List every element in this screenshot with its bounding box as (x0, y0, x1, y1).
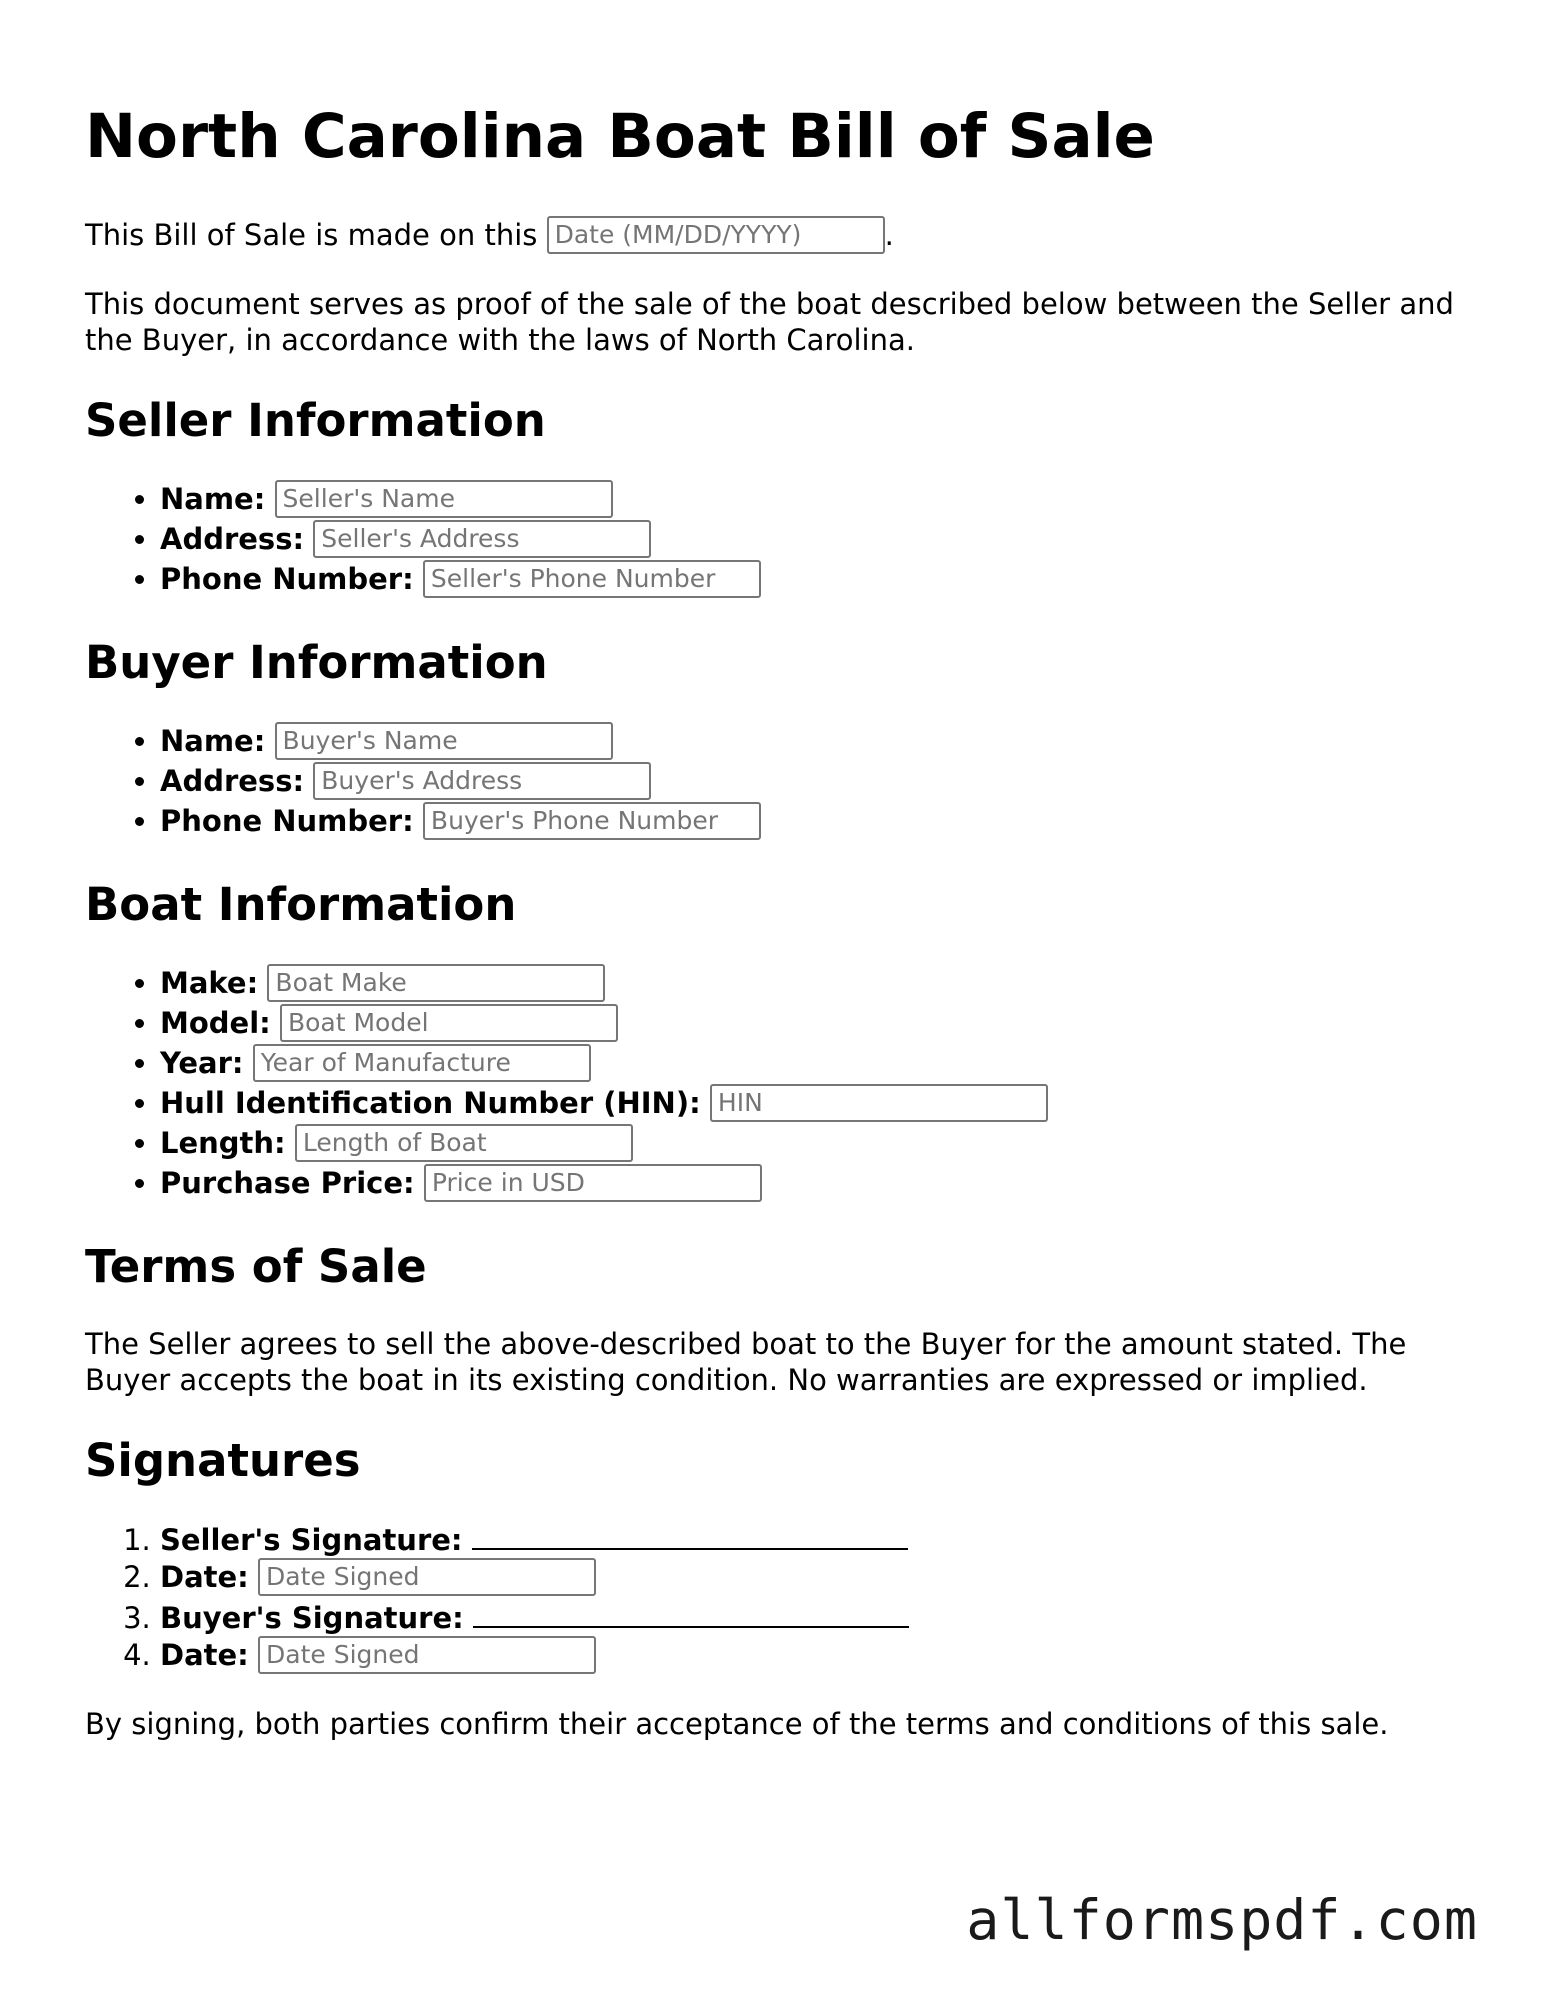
seller-date-input[interactable]: Date Signed (258, 1558, 596, 1596)
buyer-name-input[interactable]: Buyer's Name (275, 722, 613, 760)
signatures-list (85, 1520, 1465, 1676)
seller-heading: Seller Information (85, 394, 546, 448)
seller-signature-label: Seller's Signature: (160, 1523, 463, 1558)
list-item (160, 560, 1465, 600)
seller-date-label: Date: (160, 1560, 249, 1595)
list-item (160, 1124, 1465, 1164)
boat-hin-input[interactable]: HIN (710, 1084, 1048, 1122)
list-item (160, 520, 1465, 560)
buyer-address-input[interactable]: Buyer's Address (313, 762, 651, 800)
list-item (160, 1637, 1465, 1676)
boat-price-input[interactable]: Price in USD (424, 1164, 762, 1202)
page-title: North Carolina Boat Bill of Sale (85, 101, 1155, 172)
boat-make-label: Make: (160, 966, 259, 1001)
watermark: allformspdf.com (966, 1888, 1478, 1952)
list-item (160, 1520, 1465, 1559)
buyer-list (85, 722, 1465, 842)
buyer-date-input[interactable]: Date Signed (258, 1636, 596, 1674)
boat-hin-label: Hull Identification Number (HIN): (160, 1086, 701, 1121)
buyer-date-label: Date: (160, 1638, 249, 1673)
list-item (160, 722, 1465, 762)
intro-date-line (85, 217, 1465, 256)
boat-length-label: Length: (160, 1126, 286, 1161)
buyer-heading: Buyer Information (85, 636, 548, 690)
list-item (160, 1598, 1465, 1637)
boat-model-label: Model: (160, 1006, 271, 1041)
seller-name-label: Name: (160, 482, 266, 517)
closing-statement: By signing, both parties confirm their acceptance of the terms and conditions of this sale. (85, 1707, 1389, 1742)
list-item (160, 1559, 1465, 1598)
list-item (160, 1004, 1465, 1044)
boat-heading: Boat Information (85, 878, 517, 932)
list-item (160, 1044, 1465, 1084)
document-page (85, 100, 1465, 1772)
seller-phone-label: Phone Number: (160, 562, 414, 597)
sale-date-input[interactable]: Date (MM/DD/YYYY) (547, 216, 885, 254)
buyer-phone-label: Phone Number: (160, 804, 414, 839)
seller-phone-input[interactable]: Seller's Phone Number (423, 560, 761, 598)
signatures-heading: Signatures (85, 1434, 361, 1488)
intro-date-prefix: This Bill of Sale is made on this (85, 218, 538, 253)
boat-year-input[interactable]: Year of Manufacture (253, 1044, 591, 1082)
boat-make-input[interactable]: Boat Make (267, 964, 605, 1002)
seller-address-label: Address: (160, 522, 305, 557)
list-item (160, 762, 1465, 802)
buyer-signature-line[interactable] (473, 1598, 909, 1628)
seller-name-input[interactable]: Seller's Name (275, 480, 613, 518)
seller-signature-line[interactable] (472, 1520, 908, 1550)
boat-price-label: Purchase Price: (160, 1166, 415, 1201)
list-item (160, 1164, 1465, 1204)
list-item (160, 480, 1465, 520)
list-item (160, 802, 1465, 842)
intro-description: This document serves as proof of the sale of the boat described below between the Seller and the Buyer, in accordance with the laws of North Carolina. (85, 287, 1454, 358)
boat-list (85, 964, 1465, 1204)
list-item (160, 964, 1465, 1004)
buyer-name-label: Name: (160, 724, 266, 759)
terms-heading: Terms of Sale (85, 1240, 427, 1294)
seller-list (85, 480, 1465, 600)
seller-address-input[interactable]: Seller's Address (313, 520, 651, 558)
boat-model-input[interactable]: Boat Model (280, 1004, 618, 1042)
buyer-signature-label: Buyer's Signature: (160, 1601, 464, 1636)
terms-text: The Seller agrees to sell the above-described boat to the Buyer for the amount stated. The Buyer accepts the boat in its existing condition. No warranties are expressed or implied. (85, 1327, 1407, 1398)
boat-length-input[interactable]: Length of Boat (295, 1124, 633, 1162)
list-item (160, 1084, 1465, 1124)
intro-date-suffix: . (884, 218, 894, 253)
buyer-address-label: Address: (160, 764, 305, 799)
buyer-phone-input[interactable]: Buyer's Phone Number (423, 802, 761, 840)
boat-year-label: Year: (160, 1046, 244, 1081)
